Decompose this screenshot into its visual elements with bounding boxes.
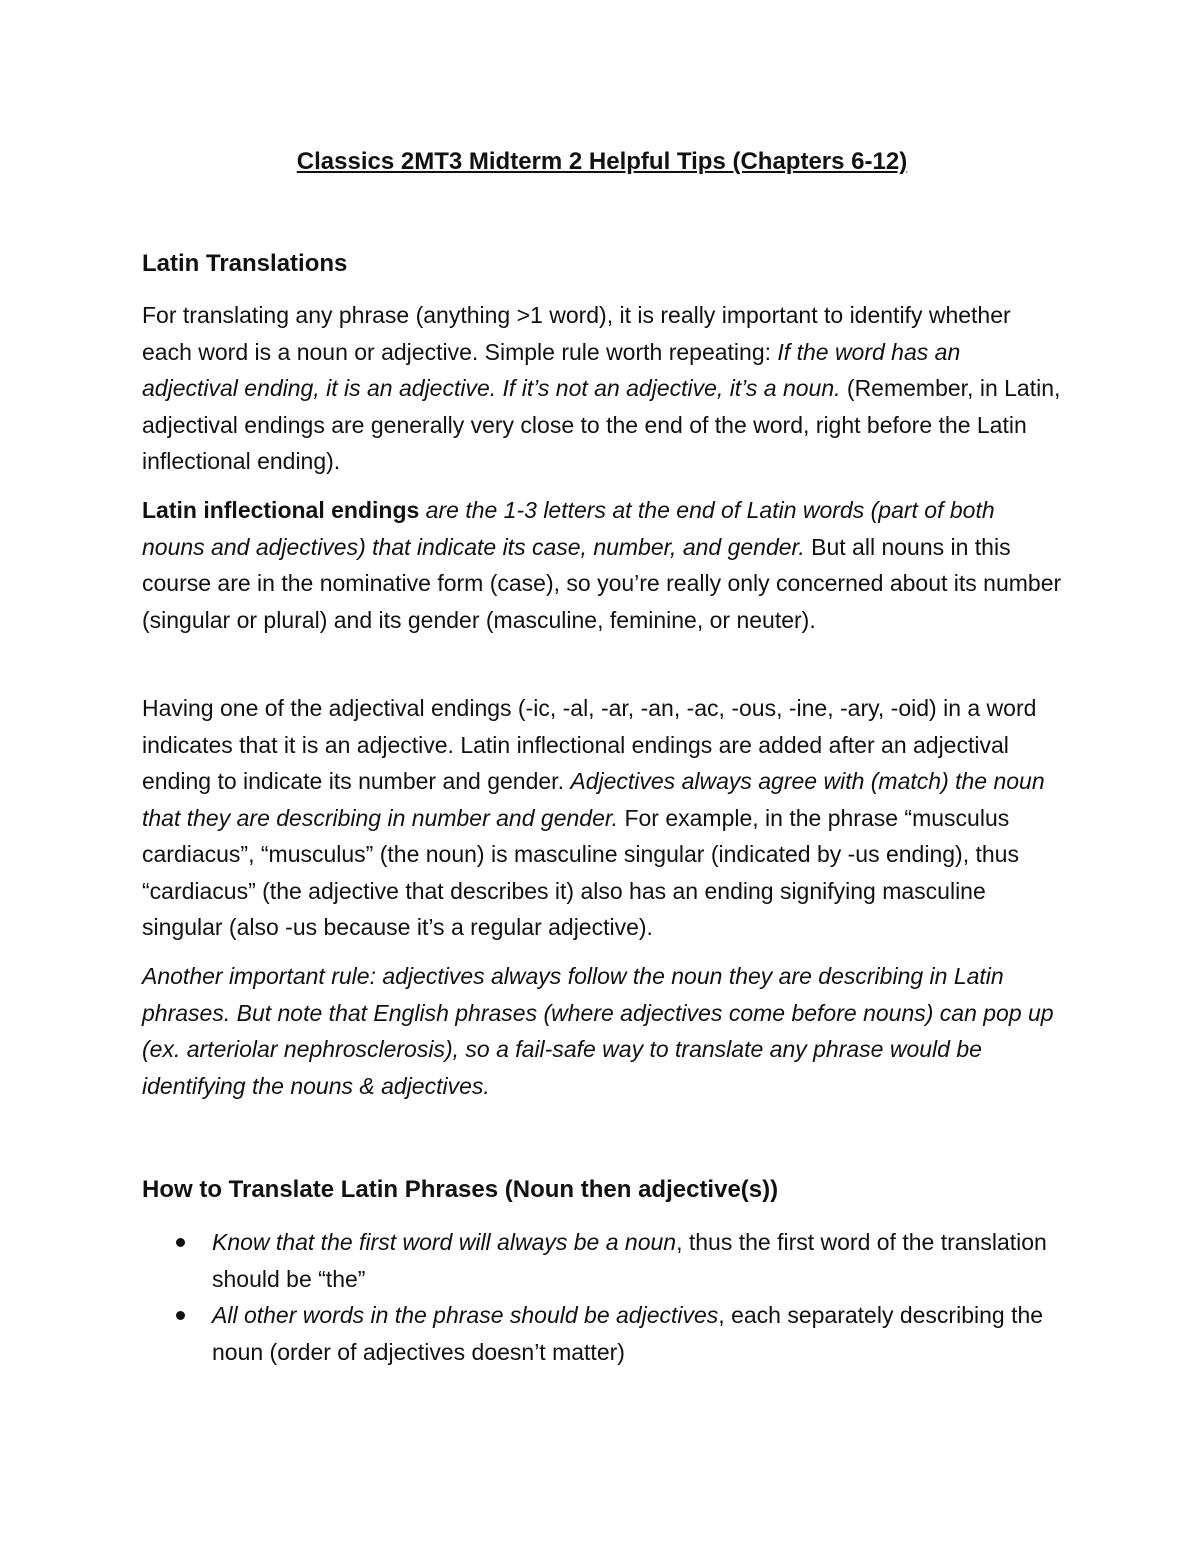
paragraph-2 bbox=[142, 492, 1062, 638]
paragraph-3-text-c: For example, in the phrase “musculus cardiacus”, “musculus” (the noun) is masculine singular (indicated by -us ending), thus “cardiacus” (the adjective that describes it) also has an ending signifying masculine singular (also -us because it’s a regular adjective). bbox=[142, 804, 1019, 940]
document-page bbox=[142, 0, 1062, 1553]
bullet-list bbox=[142, 1224, 1062, 1370]
bullet-item-1-italic: Know that the first word will always be a noun bbox=[212, 1229, 677, 1255]
paragraph-4: Another important rule: adjectives always follow the noun they are describing in Latin phrases. But note that English phrases (where adjectives come before nouns) can pop up (ex. arteriolar nephrosclerosis), so a fail-safe way to translate any phrase would be identifying the nouns & adjectives. bbox=[142, 963, 1054, 1099]
bullet-item-1 bbox=[142, 1224, 1062, 1297]
section-heading-how-to-translate: How to Translate Latin Phrases (Noun then adjective(s)) bbox=[142, 1176, 779, 1203]
paragraph-1 bbox=[142, 297, 1062, 480]
paragraph-2-text-a: Latin inflectional endings bbox=[142, 497, 420, 523]
bullet-item-2 bbox=[142, 1297, 1062, 1370]
section-heading-latin-translations: Latin Translations bbox=[142, 250, 348, 277]
paragraph-2-text-b: are the 1-3 letters at the end of Latin words (part of both nouns and adjectives) that indicate its case, number, and gender. bbox=[142, 497, 995, 560]
paragraph-1-text-c: (Remember, in Latin, adjectival endings are generally very close to the end of the word, right before the Latin inflectional ending). bbox=[142, 375, 1061, 474]
paragraph-3-text-b: Adjectives always agree with (match) the noun that they are describing in number and gender. bbox=[142, 768, 1045, 831]
paragraph-3-text-a: Having one of the adjectival endings (-ic, -al, -ar, -an, -ac, -ous, -ine, -ary, -oid) in a word indicates that it is an adjective. Latin inflectional endings are added after an adjectival ending to indicate its number and gender. bbox=[142, 695, 1037, 794]
paragraph-2-text-c: But all nouns in this course are in the nominative form (case), so you’re really only concerned about its number (singular or plural) and its gender (masculine, feminine, or neuter). bbox=[142, 533, 1062, 633]
paragraph-1-text-b: If the word has an adjectival ending, it is an adjective. If it’s not an adjective, it’s a noun. bbox=[142, 338, 961, 401]
paragraph-1-text-a: For translating any phrase (anything >1 word), it is really important to identify whether each word is a noun or adjective. Simple rule worth repeating: bbox=[142, 302, 1011, 365]
document-title: Classics 2MT3 Midterm 2 Helpful Tips (Chapters 6-12) bbox=[296, 148, 908, 175]
bullet-item-2-rest: , each separately describing the noun (order of adjectives doesn’t matter) bbox=[212, 1302, 1044, 1365]
bullet-dot-icon bbox=[176, 1311, 185, 1320]
bullet-dot-icon bbox=[176, 1238, 185, 1247]
bullet-item-2-italic: All other words in the phrase should be adjectives bbox=[212, 1302, 719, 1328]
bullet-item-1-rest: , thus the first word of the translation should be “the” bbox=[212, 1229, 1047, 1292]
paragraph-3 bbox=[142, 690, 1062, 946]
